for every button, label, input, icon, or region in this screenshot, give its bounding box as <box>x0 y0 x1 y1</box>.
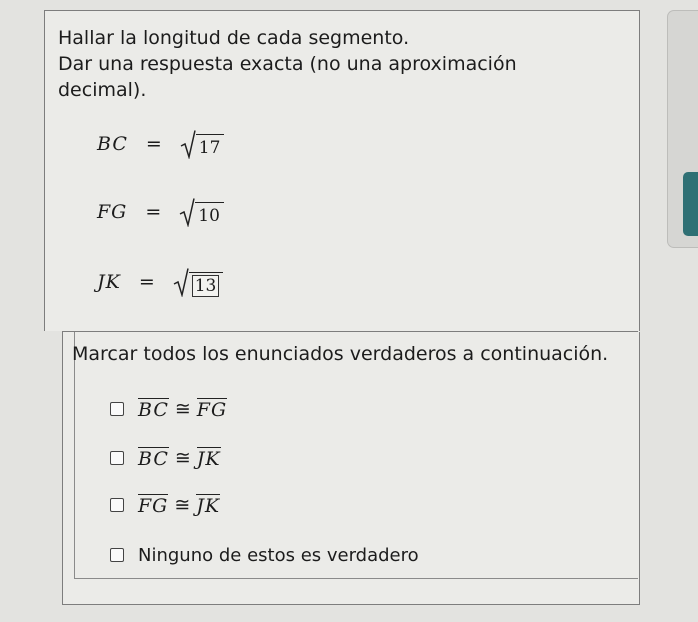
instruction-line-2: Dar una respuesta exacta (no una aproximación <box>58 53 517 75</box>
equals-sign: = <box>145 133 162 155</box>
congruent-symbol: ≅ <box>174 398 191 420</box>
checkbox[interactable] <box>110 451 124 465</box>
segment-right: JK <box>196 495 221 517</box>
segment-label: JK <box>97 271 121 293</box>
segment-left: BC <box>138 448 169 470</box>
radical-sign-icon <box>173 267 189 297</box>
instruction-line-3: decimal). <box>58 79 147 101</box>
answer-panel <box>44 10 640 331</box>
radicand-value: 17 <box>196 134 225 159</box>
inner-border-left <box>74 332 75 578</box>
square-root <box>179 197 224 227</box>
equals-sign: = <box>145 201 162 223</box>
radical-sign-icon <box>180 129 196 159</box>
segment-right: FG <box>196 399 228 421</box>
equation-jk <box>97 265 223 299</box>
congruent-symbol: ≅ <box>174 447 191 469</box>
question-text: Marcar todos los enunciados verdaderos a continuación. <box>72 343 609 365</box>
square-root-input[interactable] <box>173 267 224 297</box>
segment-right: JK <box>196 448 221 470</box>
checkbox[interactable] <box>110 498 124 512</box>
congruent-symbol: ≅ <box>174 494 191 516</box>
square-root <box>180 129 225 159</box>
inner-border-bottom <box>74 578 638 579</box>
segment-left: FG <box>138 495 169 517</box>
segment-label: FG <box>97 201 128 223</box>
instruction-line-1: Hallar la longitud de cada segmento. <box>58 27 410 49</box>
segment-label: BC <box>97 133 128 155</box>
radical-sign-icon <box>179 197 195 227</box>
scroll-handle[interactable] <box>683 172 698 236</box>
option-none-label: Ninguno de estos es verdadero <box>138 544 419 566</box>
instructions <box>58 25 558 103</box>
option-none[interactable] <box>110 540 419 570</box>
checkbox[interactable] <box>110 548 124 562</box>
radicand-input[interactable]: 13 <box>192 275 220 297</box>
section-divider <box>62 331 638 332</box>
radicand-value: 10 <box>195 202 224 227</box>
equation-fg <box>97 195 224 229</box>
option-bc-fg[interactable] <box>110 394 227 424</box>
radicand-value[interactable] <box>189 272 224 297</box>
option-fg-jk[interactable] <box>110 490 220 520</box>
segment-left: BC <box>138 399 169 421</box>
equation-bc <box>97 127 224 161</box>
option-bc-jk[interactable] <box>110 443 221 473</box>
checkbox[interactable] <box>110 402 124 416</box>
equals-sign: = <box>138 271 155 293</box>
